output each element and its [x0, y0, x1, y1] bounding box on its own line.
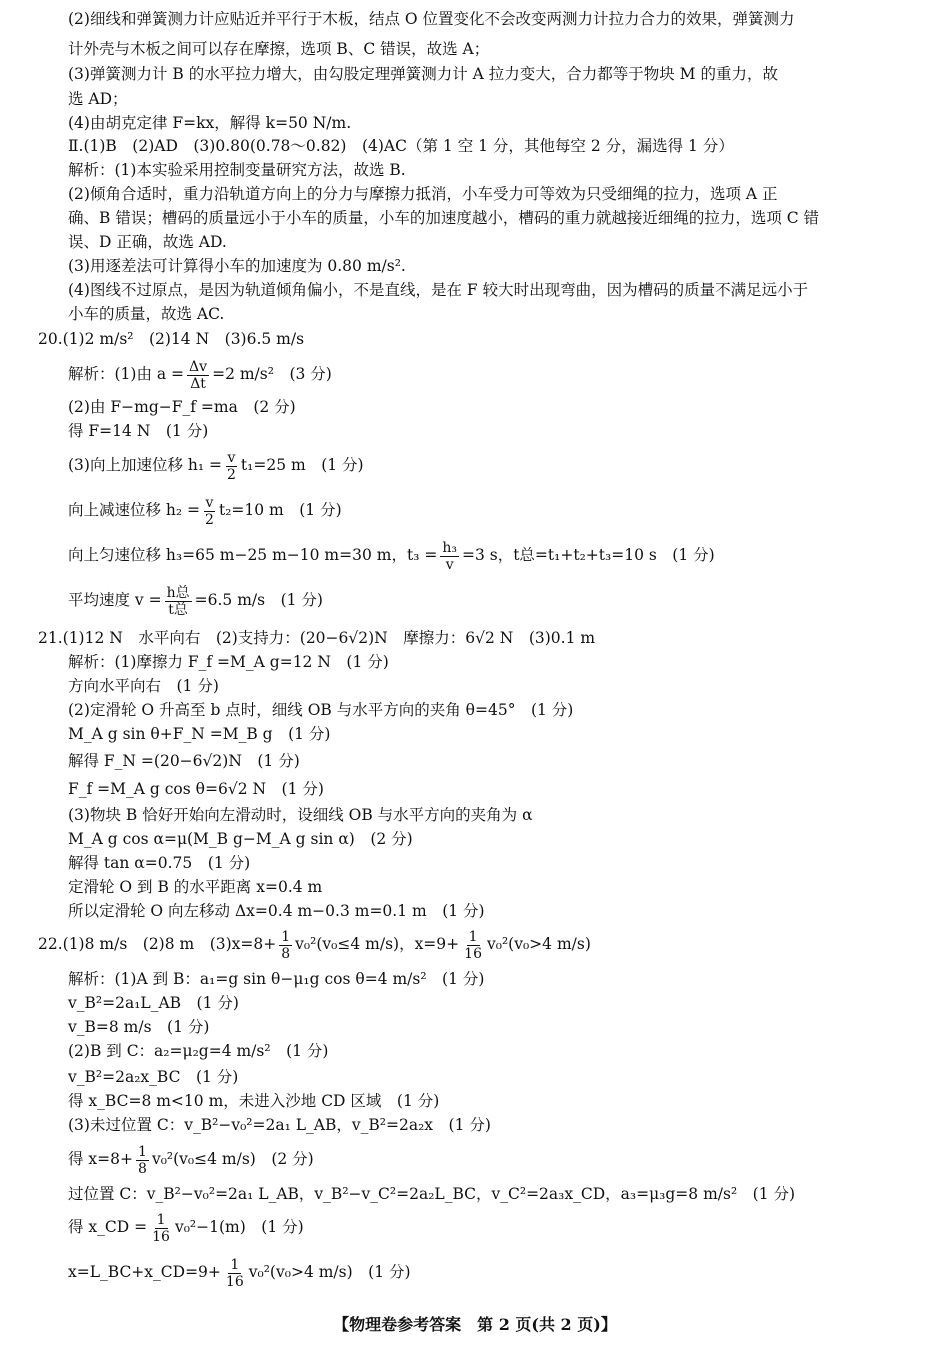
- q22-line: (3)未过位置 C：v_B²−v₀²=2a₁ L_AB，v_B²=2a₂x (1 分): [68, 1116, 491, 1134]
- q20-line-3: 得 F=14 N (1 分): [68, 422, 209, 440]
- fraction-denominator: 2: [205, 511, 214, 528]
- q21-line: 解析：(1)摩擦力 F_f =M_A g=12 N (1 分): [68, 653, 389, 671]
- fraction-denominator: v: [445, 556, 454, 573]
- question-22-answer: [38, 927, 591, 962]
- q22-text: v₀²−1(m) (1 分): [174, 1218, 304, 1236]
- fraction-numerator: h总: [166, 584, 190, 601]
- text-line: 误、D 正确，故选 AD.: [68, 233, 227, 251]
- q20-text: 向上减速位移 h₂ =: [68, 501, 201, 519]
- q22-line: v_B²=2a₂x_BC (1 分): [68, 1068, 239, 1086]
- text-line: 解析：(1)本实验采用控制变量研究方法，故选 B.: [68, 161, 406, 179]
- q20-text: (3)向上加速位移 h₁ =: [68, 456, 222, 474]
- q21-line: F_f =M_A g cos θ=6√2 N (1 分): [68, 780, 324, 798]
- q20-text: 向上匀速位移 h₃=65 m−25 m−10 m=30 m，t₃ =: [68, 546, 438, 564]
- q22-line: [68, 1142, 314, 1177]
- fraction: [187, 359, 209, 392]
- q20-line-5: [68, 493, 342, 528]
- q21-line: 解得 F_N =(20−6√2)N (1 分): [68, 752, 300, 770]
- fraction-numerator: 1: [230, 1256, 240, 1273]
- q21-line: 所以定滑轮 O 向左移动 Δx=0.4 m−0.3 m=0.1 m (1 分): [68, 902, 485, 920]
- q22-line: v_B²=2a₁L_AB (1 分): [68, 994, 239, 1012]
- q21-line: (3)物块 B 恰好开始向左滑动时，设细线 OB 与水平方向的夹角为 α: [68, 806, 533, 824]
- q20-text: =6.5 m/s (1 分): [194, 591, 323, 609]
- q20-line-1: [68, 357, 332, 392]
- q20-text: 解析：(1)由 a =: [68, 365, 185, 383]
- fraction: [279, 929, 292, 962]
- q22-text: 22.(1)8 m/s (2)8 m (3)x=8+: [38, 935, 277, 953]
- q22-line: v_B=8 m/s (1 分): [68, 1018, 210, 1036]
- q21-line: 定滑轮 O 到 B 的水平距离 x=0.4 m: [68, 878, 323, 896]
- q22-line: 得 x_BC=8 m<10 m，未进入沙地 CD 区域 (1 分): [68, 1092, 440, 1110]
- q22-text: 得 x_CD =: [68, 1218, 148, 1236]
- fraction-numerator: h₃: [442, 539, 457, 556]
- fraction-denominator: 16: [152, 1228, 170, 1245]
- q20-line-7: [68, 583, 323, 618]
- q20-text: t₁=25 m (1 分): [240, 456, 364, 474]
- q22-line: [68, 1255, 411, 1290]
- question-20-answer: 20.(1)2 m/s² (2)14 N (3)6.5 m/s: [38, 330, 305, 348]
- question-21-answer: 21.(1)12 N 水平向右 (2)支持力：(20−6√2)N 摩擦力：6√2 N (3)0.1 m: [38, 629, 596, 647]
- q22-text: v₀²(v₀>4 m/s): [486, 935, 591, 953]
- q20-text: =2 m/s² (3 分): [212, 365, 332, 383]
- fraction: [462, 929, 484, 962]
- fraction: [165, 585, 192, 618]
- fraction: [136, 1144, 149, 1177]
- q20-line-4: [68, 448, 364, 483]
- fraction-denominator: 8: [281, 945, 291, 962]
- fraction-denominator: Δt: [190, 375, 206, 392]
- q21-line: M_A g cos α=μ(M_B g−M_A g sin α) (2 分): [68, 830, 413, 848]
- q22-line: [68, 1210, 304, 1245]
- fraction-numerator: v: [205, 494, 214, 511]
- text-line: (4)图线不过原点，是因为轨道倾角偏小，不是直线，是在 F 较大时出现弯曲，因为槽码的质量不满足远小于: [68, 281, 809, 299]
- fraction-numerator: v: [227, 449, 236, 466]
- fraction-denominator: t总: [168, 601, 188, 618]
- text-line: Ⅱ.(1)B (2)AD (3)0.80(0.78～0.82) (4)AC（第 1 空 1 分，其他每空 2 分，漏选得 1 分）: [68, 137, 734, 155]
- q22-line: 解析：(1)A 到 B：a₁=g sin θ−μ₁g cos θ=4 m/s² (1 分): [68, 970, 485, 988]
- fraction-numerator: 1: [156, 1211, 166, 1228]
- q22-line: (2)B 到 C：a₂=μ₂g=4 m/s² (1 分): [68, 1042, 329, 1060]
- q22-text: 得 x=8+: [68, 1150, 134, 1168]
- fraction: [150, 1212, 172, 1245]
- fraction-numerator: 1: [468, 928, 478, 945]
- fraction: [440, 540, 459, 573]
- q21-line: 解得 tan α=0.75 (1 分): [68, 854, 251, 872]
- text-line: 小车的质量，故选 AC.: [68, 305, 225, 323]
- text-line: (4)由胡克定律 F=kx，解得 k=50 N/m.: [68, 114, 352, 132]
- q22-line: 过位置 C：v_B²−v₀²=2a₁ L_AB，v_B²−v_C²=2a₂L_BC，v_C²=2a₃x_CD，a₃=μ₃g=8 m/s² (1 分): [68, 1185, 796, 1203]
- fraction-denominator: 16: [225, 1273, 244, 1290]
- fraction-denominator: 16: [464, 945, 482, 962]
- q22-text: x=L_BC+x_CD=9+: [68, 1263, 221, 1281]
- fraction-numerator: 1: [138, 1143, 147, 1160]
- q22-text: v₀²(v₀≤4 m/s)，x=9+: [295, 935, 460, 953]
- q22-text: v₀²(v₀>4 m/s) (1 分): [248, 1263, 411, 1281]
- q22-text: v₀²(v₀≤4 m/s) (2 分): [151, 1150, 314, 1168]
- fraction: [225, 450, 238, 483]
- q21-line: M_A g sin θ+F_N =M_B g (1 分): [68, 725, 331, 743]
- text-line: 选 AD；: [68, 90, 128, 108]
- q21-line: 方向水平向右 (1 分): [68, 677, 219, 695]
- text-line: 计外壳与木板之间可以存在摩擦，选项 B、C 错误，故选 A；: [68, 40, 490, 58]
- text-line: 确、B 错误；槽码的质量远小于小车的质量，小车的加速度越小，槽码的重力就越接近细绳的拉力，选项 C 错: [68, 209, 820, 227]
- text-line: (3)弹簧测力计 B 的水平拉力增大，由勾股定理弹簧测力计 A 拉力变大，合力都等于物块 M 的重力，故: [68, 65, 778, 83]
- q20-text: t₂=10 m (1 分): [218, 501, 342, 519]
- fraction: [224, 1257, 246, 1290]
- text-line: (2)倾角合适时，重力沿轨道方向上的分力与摩擦力抵消，小车受力可等效为只受细绳的拉力，选项 A 正: [68, 185, 778, 203]
- q20-text: =3 s，t总=t₁+t₂+t₃=10 s (1 分): [461, 546, 715, 564]
- q21-line: (2)定滑轮 O 升高至 b 点时，细线 OB 与水平方向的夹角 θ=45° (1 分): [68, 701, 574, 719]
- q20-line-6: [68, 538, 715, 573]
- text-line: (2)细线和弹簧测力计应贴近并平行于木板，结点 O 位置变化不会改变两测力计拉力合力的效果，弹簧测力: [68, 10, 795, 28]
- fraction-denominator: 2: [227, 466, 236, 483]
- q20-line-2: (2)由 F−mg−F_f =ma (2 分): [68, 398, 296, 416]
- text-line: (3)用逐差法可计算得小车的加速度为 0.80 m/s².: [68, 257, 406, 275]
- q20-text: 平均速度 v =: [68, 591, 162, 609]
- fraction-numerator: 1: [281, 928, 291, 945]
- fraction-numerator: Δv: [189, 358, 208, 375]
- fraction-denominator: 8: [138, 1160, 147, 1177]
- page-footer: 【物理卷参考答案 第 2 页(共 2 页)】: [333, 1315, 617, 1334]
- fraction: [203, 495, 216, 528]
